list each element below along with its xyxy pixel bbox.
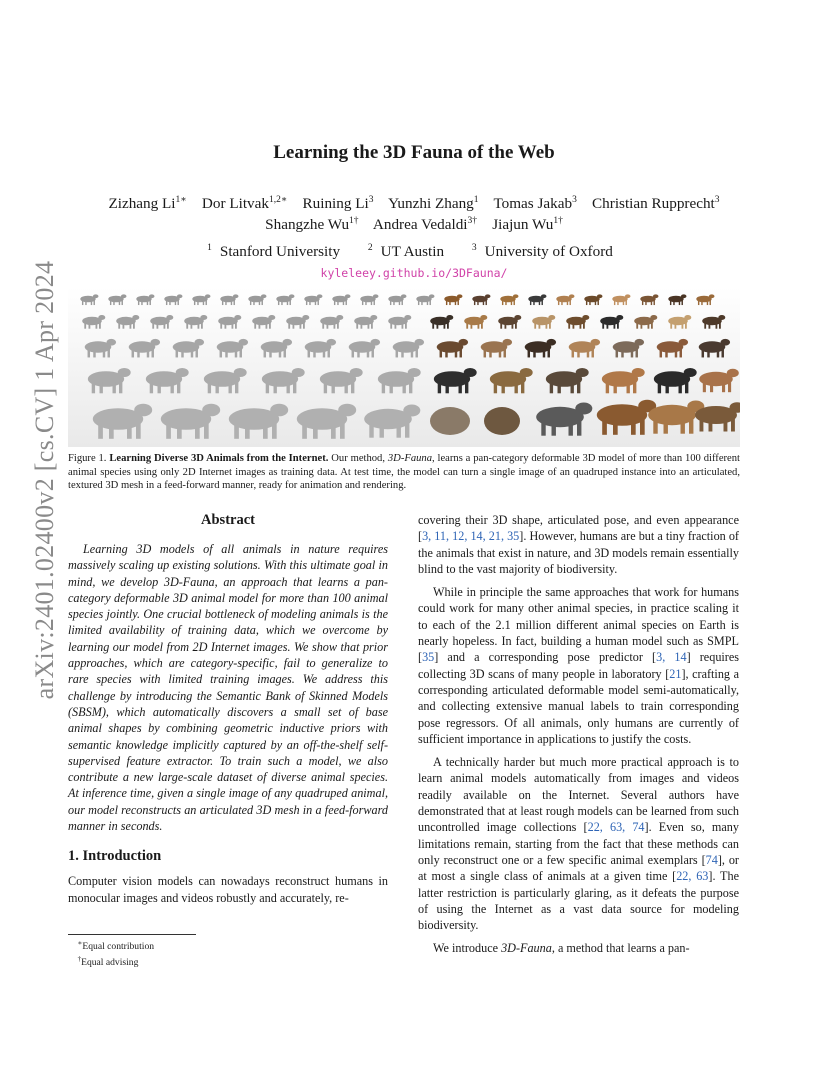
left-column	[68, 512, 388, 906]
arxiv-identifier[interactable]: arXiv:2401.02400v2 [cs.CV] 1 Apr 2024	[30, 260, 59, 700]
citation-link[interactable]: 22, 63, 74	[587, 820, 645, 835]
footnote: †Equal advising	[77, 955, 139, 969]
affiliations	[0, 243, 828, 261]
affiliation: $^3$ University of Oxford	[471, 243, 613, 261]
right-column	[418, 512, 739, 957]
author: Yunzhi Zhang$^1$	[388, 195, 479, 213]
affiliation: $^2$ UT Austin	[367, 243, 445, 261]
author: Shangzhe $Wu^{1\dagger}$	[265, 216, 359, 234]
author: Christian Rupprecht$^3$	[592, 195, 720, 213]
footnote-divider	[68, 934, 196, 935]
body-paragraph: covering their 3D shape, articulated pose, and even appearance [3, 11, 12, 14, 21, 35]. However, humans are but a tiny fraction of the animals that exist in nature, and 3D models remain essentially blind to the vast majority of biodiversity.	[418, 513, 739, 576]
abstract-text: Learning 3D models of all animals in nature requires massively scaling up existing solutions. With this ultimate goal in mind, we develop 3D-Fauna, an approach that learns a pan-category deformable 3D animal model for more than 100 animal species jointly. One crucial bottleneck of modeling animals is the limited availability of training data, which we overcome by learning our model from 2D Internet images. We show that prior approaches, which are category-specific, fail to generalize to rare species with limited training images. We address this challenge by introducing the Semantic Bank of Skinned Models (SBSM), which automatically discovers a small set of base animal shapes by combining geometric inductive priors with semantic knowledge implicitly captured by an off-the-shelf self-supervised feature extractor. To train such a model, we also contribute a new large-scale dataset of diverse animal species. At inference time, given a single image of any quadruped animal, our model reconstructs an articulated 3D mesh in a feed-forward manner in seconds.	[68, 542, 388, 834]
author: Andrea Vedaldi$^{3\dagger}$	[372, 216, 478, 234]
author: Tomas Jakab$^3$	[493, 195, 577, 213]
section-heading: 1. Introduction	[68, 848, 162, 865]
author: Ruining Li$^3$	[302, 195, 374, 213]
body-paragraph: We introduce 3D-Fauna, a method that learns a pan-	[433, 941, 690, 956]
citation-link[interactable]: 21	[669, 666, 682, 681]
project-url-link[interactable]: kyleleey.github.io/3DFauna/	[320, 266, 508, 280]
citation-link[interactable]: 3, 11, 12, 14, 21, 35	[422, 529, 520, 544]
author: Jiajun $Wu^{1\dagger}$	[492, 216, 563, 234]
author: Zizhang $Li^{1∗}$	[108, 195, 187, 213]
citation-link[interactable]: 22, 63	[676, 869, 709, 884]
abstract-heading: Abstract	[201, 512, 255, 528]
figure-caption: Figure 1. Learning Diverse 3D Animals from the Internet. Our method, 3D-Fauna, learns a pan-category deformable 3D model of more than 100 different animal species using only 2D Internet images as training data. At test time, the model can turn a single image of an quadruped instance into an articulated, textured 3D mesh in a feed-forward manner, ready for animation and rendering.	[68, 453, 740, 491]
intro-paragraph: Computer vision models can nowadays reconstruct humans in monocular images and videos robustly and accurately, re-	[68, 874, 388, 905]
paper-title: Learning the 3D Fauna of the Web	[273, 142, 555, 163]
author-list-line2	[0, 216, 828, 234]
teaser-figure-animals-image	[68, 287, 740, 447]
footnotes	[68, 934, 388, 969]
affiliation: $^1$ Stanford University	[207, 243, 341, 261]
citation-link[interactable]: 74	[705, 852, 718, 867]
footnote: ∗Equal contribution	[77, 939, 155, 953]
author-list-line1	[0, 194, 828, 213]
body-paragraph: While in principle the same approaches that work for humans could work for many other animal species, in practice scaling it to each of the 2.1 million different animal species on Earth is nearly hopeless. In fact, building a human model such as SMPL [35] and a corresponding pose predictor [3, 14] requires collecting 3D scans of many people in laboratory [21], crafting a corresponding articulated deformable model semi-automatically, and collecting extensive manual labels to train corresponding pose regressors. Of all animals, only humans are currently of sufficient importance in applications to justify the costs.	[418, 585, 740, 746]
citation-link[interactable]: 35	[422, 650, 435, 665]
citation-link[interactable]: 3, 14	[656, 650, 687, 665]
author: Dor Litvak$^{1,2∗}$	[201, 195, 288, 213]
body-paragraph: A technically harder but much more practical approach is to learn animal models automatically from images and videos readily available on the Internet. Several authors have demonstrated that at least rough models can be learned from such uncontrolled image collections [22, 63, 74]. Even so, many limitations remain, starting from the fact that these methods can only reconstruct one or a few specific animal exemplars [74], or at most a single class of animals at a given time [22, 63]. The latter restriction is particularly glaring, as it defeats the purpose of using the Internet as a vast data source for modeling biodiversity.	[418, 755, 739, 933]
